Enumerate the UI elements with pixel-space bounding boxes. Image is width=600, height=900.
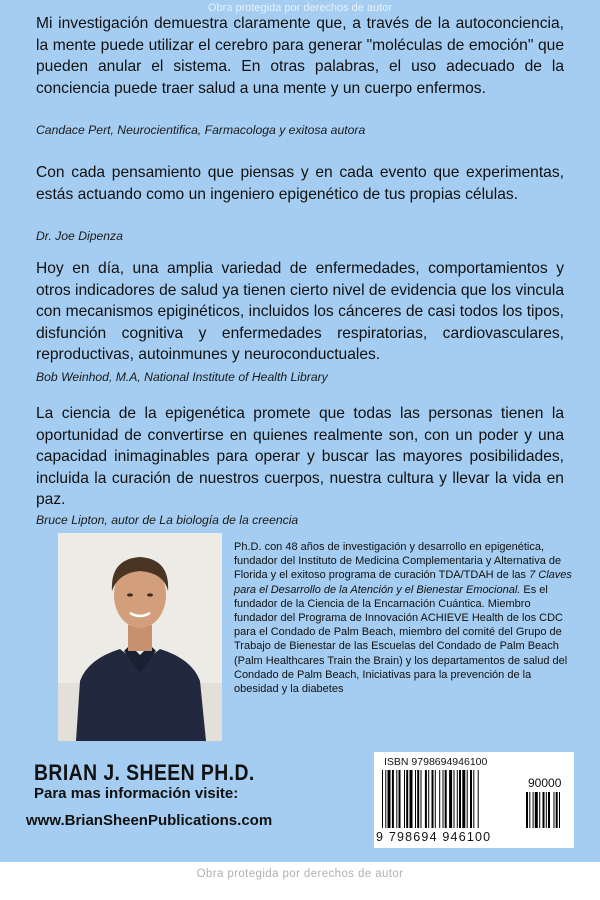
quote-attribution: Bruce Lipton, autor de La biología de la creencia <box>36 513 299 527</box>
quote-attribution: Candace Pert, Neurocientifica, Farmacologa y exitosa autora <box>36 123 366 137</box>
isbn-text: ISBN 9798694946100 <box>384 756 488 768</box>
bio-text: Ph.D. con 48 años de investigación y desarrollo en epigenética, fundador del Instituto de Medicina Complementaria y Alternativa de Florida y el exitoso programa de curación TDA/TDAH de las <box>234 541 562 582</box>
barcode-digits: 9 798694 946100 <box>376 830 492 844</box>
bio-book-title: 7 Claves para el Desarrollo de la Atención y el Bienestar Emocional. <box>234 569 572 596</box>
quote-attribution: Bob Weinhod, M.A, National Institute of Health Library <box>36 370 328 384</box>
quote-text: Hoy en día, una amplia variedad de enfermedades, comportamientos y otros indicadores de salud ya tienen cierto nivel de evidencia que los vincula con mecanismos epiginéticos, incluidos los cánceres de casi todos los tipos, disfunción cognitiva y enfermedades respiratorias, cardiovasculares, reproductivas, autoinmunes y neuroconductuales. <box>36 260 564 363</box>
website-link[interactable]: www.BrianSheenPublications.com <box>26 812 273 829</box>
price-code: 90000 <box>528 776 562 790</box>
watermark-bottom: Obra protegida por derechos de autor <box>196 868 404 880</box>
author-photo <box>58 533 222 741</box>
author-bio <box>234 540 574 696</box>
barcode-box <box>374 752 574 848</box>
info-label: Para mas información visite: <box>34 785 239 802</box>
bio-text: Es el fundador de la Ciencia de la Encarnación Cuántica. Miembro fundador del Programa de Innovación ACHIEVE Health de los CDC para el Condado de Palm Beach, miembro del comité del Grupo de Trabajo de Bienestar de las Escuelas del Condado de Palm Beach (Palm Healthcares Train the Brain) y los departamentos de salud del Condado de Palm Beach, Iniciativas para la prevención de la obesidad y la diabetes <box>234 583 568 696</box>
quote-text: La ciencia de la epigenética promete que todas las personas tienen la oportunidad de convertirse en quienes realmente son, con un poder y una capacidad inimaginables para operar y buscar las mayores posibilidades, incluida la curación de nuestros cuerpos, nuestra cultura y llevar la vida en paz. <box>36 405 564 508</box>
author-name: BRIAN J. SHEEN PH.D. <box>34 760 255 785</box>
quote-attribution: Dr. Joe Dipenza <box>36 229 123 243</box>
quote-text: Con cada pensamiento que piensas y en cada evento que experimentas, estás actuando como un ingeniero epigenético de tus propias células. <box>36 164 564 203</box>
watermark-top: Obra protegida por derechos de autor <box>207 2 393 14</box>
quote-text: Mi investigación demuestra claramente que, a través de la autoconciencia, la mente puede utilizar el cerebro para generar "moléculas de emoción" que pueden anular el sistema. En otras palabras, el uso adecuado de la conciencia puede traer salud a una mente y un cuerpo enfermos. <box>36 15 564 97</box>
